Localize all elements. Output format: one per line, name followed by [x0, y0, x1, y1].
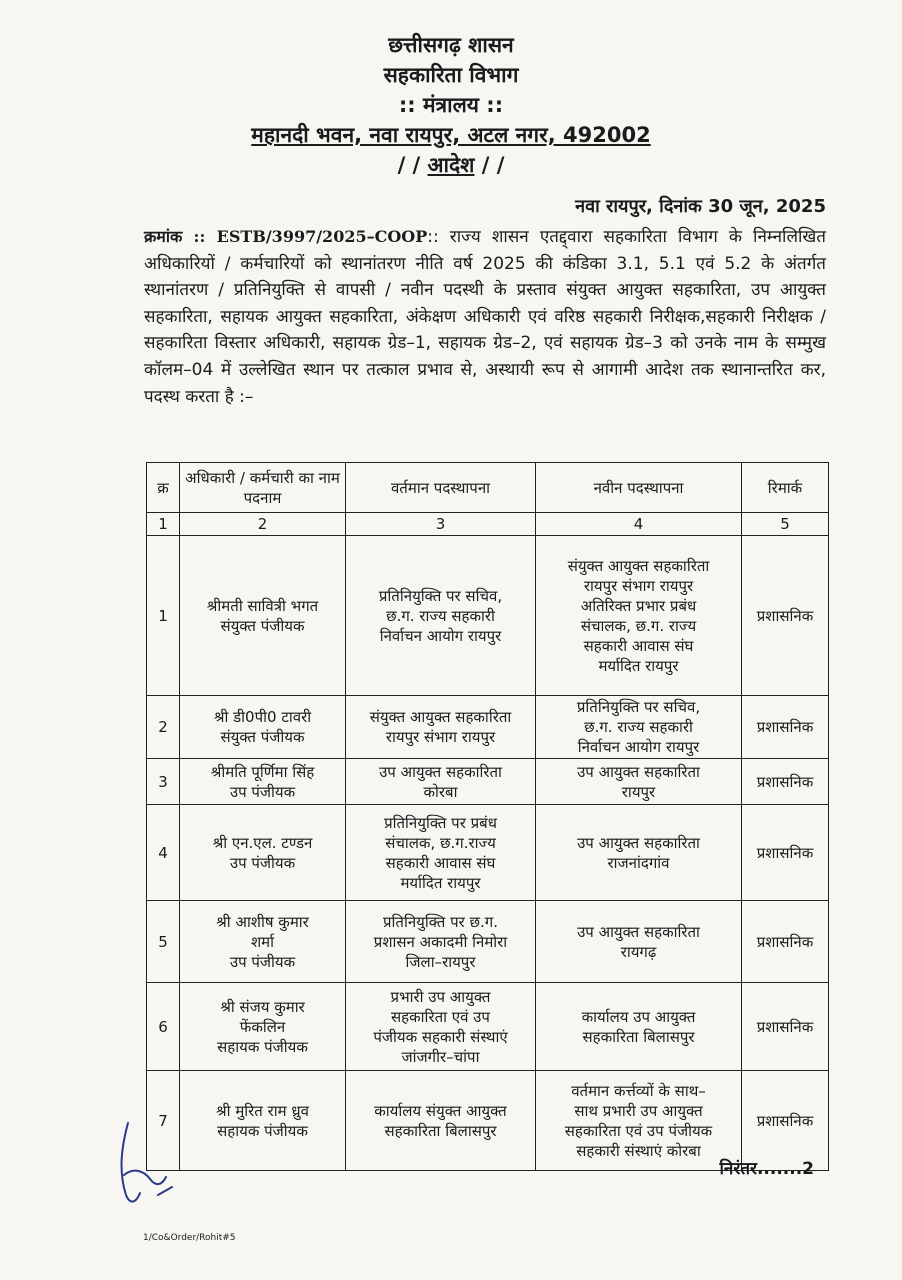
serial-number: 6 [147, 983, 180, 1071]
current-posting-line: संयुक्त आयुक्त सहकारिता [369, 708, 512, 726]
current-posting-line: संचालक, छ.ग.राज्य [385, 833, 496, 852]
col-number: 3 [346, 513, 536, 536]
new-posting-line: कार्यालय उप आयुक्त [581, 1007, 696, 1026]
current-posting [346, 696, 536, 759]
table-row [147, 696, 829, 759]
table-row [147, 901, 829, 983]
officer-name-line: शर्मा [250, 932, 275, 951]
new-posting [536, 536, 742, 696]
officer-name-line: संयुक्त पंजीयक [220, 728, 305, 746]
current-posting-line: पंजीयक सहकारी संस्थाएं [373, 1027, 508, 1046]
officer-name-line: श्री एन.एल. टण्डन [212, 833, 313, 852]
serial-number: 4 [147, 805, 180, 901]
new-posting-line: प्रतिनियुक्ति पर सचिव, [576, 698, 701, 716]
address-line: महानदी भवन, नवा रायपुर, अटल नगर, 492002 [251, 123, 651, 147]
new-posting-line: संचालक, छ.ग. राज्य [580, 616, 697, 635]
ref-label: क्रमांक :: [144, 227, 217, 246]
serial-number: 7 [147, 1071, 180, 1171]
col-header-current: वर्तमान पदस्थापना [346, 463, 536, 513]
officer-name [180, 805, 346, 901]
remark: प्रशासनिक [742, 759, 829, 805]
table-row [147, 805, 829, 901]
new-posting-line: रायगढ़ [620, 942, 657, 961]
date-line: नवा रायपुर, दिनांक 30 जून, 2025 [575, 196, 826, 217]
serial-number: 2 [147, 696, 180, 759]
transfer-table [146, 462, 829, 1171]
new-posting [536, 1071, 742, 1171]
new-posting-line: वर्तमान कर्त्तव्यों के साथ– [571, 1081, 706, 1100]
new-posting-line: उप आयुक्त सहकारिता [577, 762, 700, 781]
current-posting [346, 759, 536, 805]
officer-name-line: श्री डी0पी0 टावरी [213, 708, 312, 726]
file-reference: 1/Co&Order/Rohit#5 [143, 1233, 236, 1243]
remark: प्रशासनिक [742, 983, 829, 1071]
table-row [147, 983, 829, 1071]
serial-number: 5 [147, 901, 180, 983]
new-posting-line: सहकारिता एवं उप पंजीयक [564, 1121, 713, 1140]
current-posting-line: छ.ग. राज्य सहकारी [386, 606, 495, 625]
current-posting-line: प्रभारी उप आयुक्त [390, 987, 491, 1006]
order-paragraph [144, 224, 826, 410]
officer-name [180, 1071, 346, 1171]
new-posting-line: मर्यादित रायपुर [598, 656, 679, 675]
new-posting-line: साथ प्रभारी उप आयुक्त [574, 1101, 703, 1120]
officer-name-line: श्री संजय कुमार [220, 997, 305, 1016]
new-posting-line: उप आयुक्त सहकारिता [577, 922, 700, 941]
new-posting-line: उप आयुक्त सहकारिता [577, 833, 700, 852]
current-posting-line: प्रतिनियुक्ति पर छ.ग. [382, 912, 499, 931]
current-posting-line: सहकारिता बिलासपुर [384, 1121, 497, 1140]
officer-name-line: श्रीमती सावित्री भगत [206, 596, 319, 615]
officer-name [180, 759, 346, 805]
remark: प्रशासनिक [742, 1071, 829, 1171]
officer-name-line: श्री आशीष कुमार [216, 912, 309, 931]
signature-mark [100, 1115, 190, 1210]
new-posting-line: सहकारिता बिलासपुर [582, 1027, 695, 1046]
current-posting-line: कार्यालय संयुक्त आयुक्त [374, 1101, 507, 1120]
officer-name-line: फेंकलिन [239, 1017, 286, 1036]
current-posting [346, 805, 536, 901]
officer-name-line: उप पंजीयक [229, 782, 296, 801]
new-posting-line: रायपुर संभाग रायपुर [583, 576, 694, 595]
new-posting [536, 759, 742, 805]
officer-name-line: उप पंजीयक [229, 853, 296, 872]
ref-number: ESTB/3997/2025–COOP [216, 227, 428, 246]
serial-number: 3 [147, 759, 180, 805]
officer-name-line: संयुक्त पंजीयक [220, 616, 305, 635]
officer-name [180, 696, 346, 759]
current-posting [346, 1071, 536, 1171]
officer-name-line: श्री मुरित राम ध्रुव [216, 1101, 309, 1120]
col-header-sn: क्र [147, 463, 180, 513]
current-posting-line: निर्वाचन आयोग रायपुर [379, 626, 502, 645]
col-number: 2 [180, 513, 346, 536]
col-header-new: नवीन पदस्थापना [536, 463, 742, 513]
officer-name [180, 536, 346, 696]
new-posting [536, 696, 742, 759]
col-number: 4 [536, 513, 742, 536]
current-posting [346, 901, 536, 983]
table-row [147, 536, 829, 696]
new-posting-line: अतिरिक्त प्रभार प्रबंध [580, 596, 697, 615]
current-posting-line: जांजगीर–चांपा [401, 1047, 480, 1066]
continued-note: निरंतर.......2 [719, 1159, 814, 1179]
letterhead [0, 30, 902, 180]
current-posting [346, 536, 536, 696]
officer-name-line: सहायक पंजीयक [217, 1121, 308, 1140]
current-posting-line: प्रतिनियुक्ति पर प्रबंध [384, 813, 497, 832]
remark: प्रशासनिक [742, 696, 829, 759]
serial-number: 1 [147, 536, 180, 696]
column-number-row [147, 513, 829, 536]
new-posting-line: निर्वाचन आयोग रायपुर [577, 738, 700, 756]
govt-name: छत्तीसगढ़ शासन [388, 33, 514, 57]
header-row [147, 463, 829, 513]
order-title: / / आदेश / / [397, 153, 505, 177]
ministry-line: :: मंत्रालय :: [398, 93, 504, 117]
current-posting-line: उप आयुक्त सहकारिता [379, 762, 502, 781]
col-header-remark: रिमार्क [742, 463, 829, 513]
new-posting [536, 805, 742, 901]
table-row [147, 759, 829, 805]
remark: प्रशासनिक [742, 536, 829, 696]
new-posting-line: सहकारी संस्थाएं कोरबा [576, 1141, 701, 1160]
current-posting-line: कोरबा [423, 782, 458, 801]
current-posting-line: जिला–रायपुर [405, 952, 476, 971]
col-number: 5 [742, 513, 829, 536]
current-posting-line: प्रशासन अकादमी निमोरा [373, 932, 508, 951]
current-posting-line: प्रतिनियुक्ति पर सचिव, [378, 586, 503, 605]
current-posting-line: सहकारिता एवं उप [391, 1007, 490, 1026]
new-posting [536, 901, 742, 983]
new-posting-line: राजनांदगांव [607, 853, 670, 872]
department-name: सहकारिता विभाग [383, 63, 519, 87]
officer-name-line: सहायक पंजीयक [217, 1037, 308, 1056]
col-number: 1 [147, 513, 180, 536]
current-posting-line: सहकारी आवास संघ [385, 853, 496, 872]
order-text: :: राज्य शासन एतद्द्वारा सहकारिता विभाग के निम्नलिखित अधिकारियों / कर्मचारियों को स्थानांतरण नीति वर्ष 2025 की कंडिका 3.1, 5.1 एवं 5.2 के अंतर्गत स्थानांतरण / प्रतिनियुक्ति से वापसी / नवीन पदस्थी के प्रस्ताव संयुक्त आयुक्त सहकारिता, उप आयुक्त सहकारिता, सहायक आयुक्त सहकारिता, अंकेक्षण अधिकारी एवं वरिष्ठ सहकारी निरीक्षक,सहकारी निरीक्षक / सहकारिता विस्तार अधिकारी, सहायक ग्रेड–1, सहायक ग्रेड–2, एवं सहायक ग्रेड–3 को उनके नाम के सम्मुख कॉलम–04 में उल्लेखित स्थान पर तत्काल प्रभाव से, अस्थायी रूप से आगामी आदेश तक स्थानान्तरित कर, पदस्थ करता है :– [144, 227, 826, 407]
new-posting-line: संयुक्त आयुक्त सहकारिता [567, 556, 710, 575]
current-posting-line: रायपुर संभाग रायपुर [385, 728, 496, 746]
officer-name [180, 901, 346, 983]
officer-name-line: श्रीमति पूर्णिमा सिंह [210, 762, 315, 781]
new-posting [536, 983, 742, 1071]
new-posting-line: छ.ग. राज्य सहकारी [584, 718, 693, 736]
new-posting-line: सहकारी आवास संघ [583, 636, 694, 655]
officer-name [180, 983, 346, 1071]
col-header-name: अधिकारी / कर्मचारी का नाम पदनाम [180, 463, 346, 513]
officer-name-line: उप पंजीयक [229, 952, 296, 971]
new-posting-line: रायपुर [621, 782, 656, 801]
current-posting [346, 983, 536, 1071]
remark: प्रशासनिक [742, 805, 829, 901]
current-posting-line: मर्यादित रायपुर [400, 873, 481, 892]
remark: प्रशासनिक [742, 901, 829, 983]
